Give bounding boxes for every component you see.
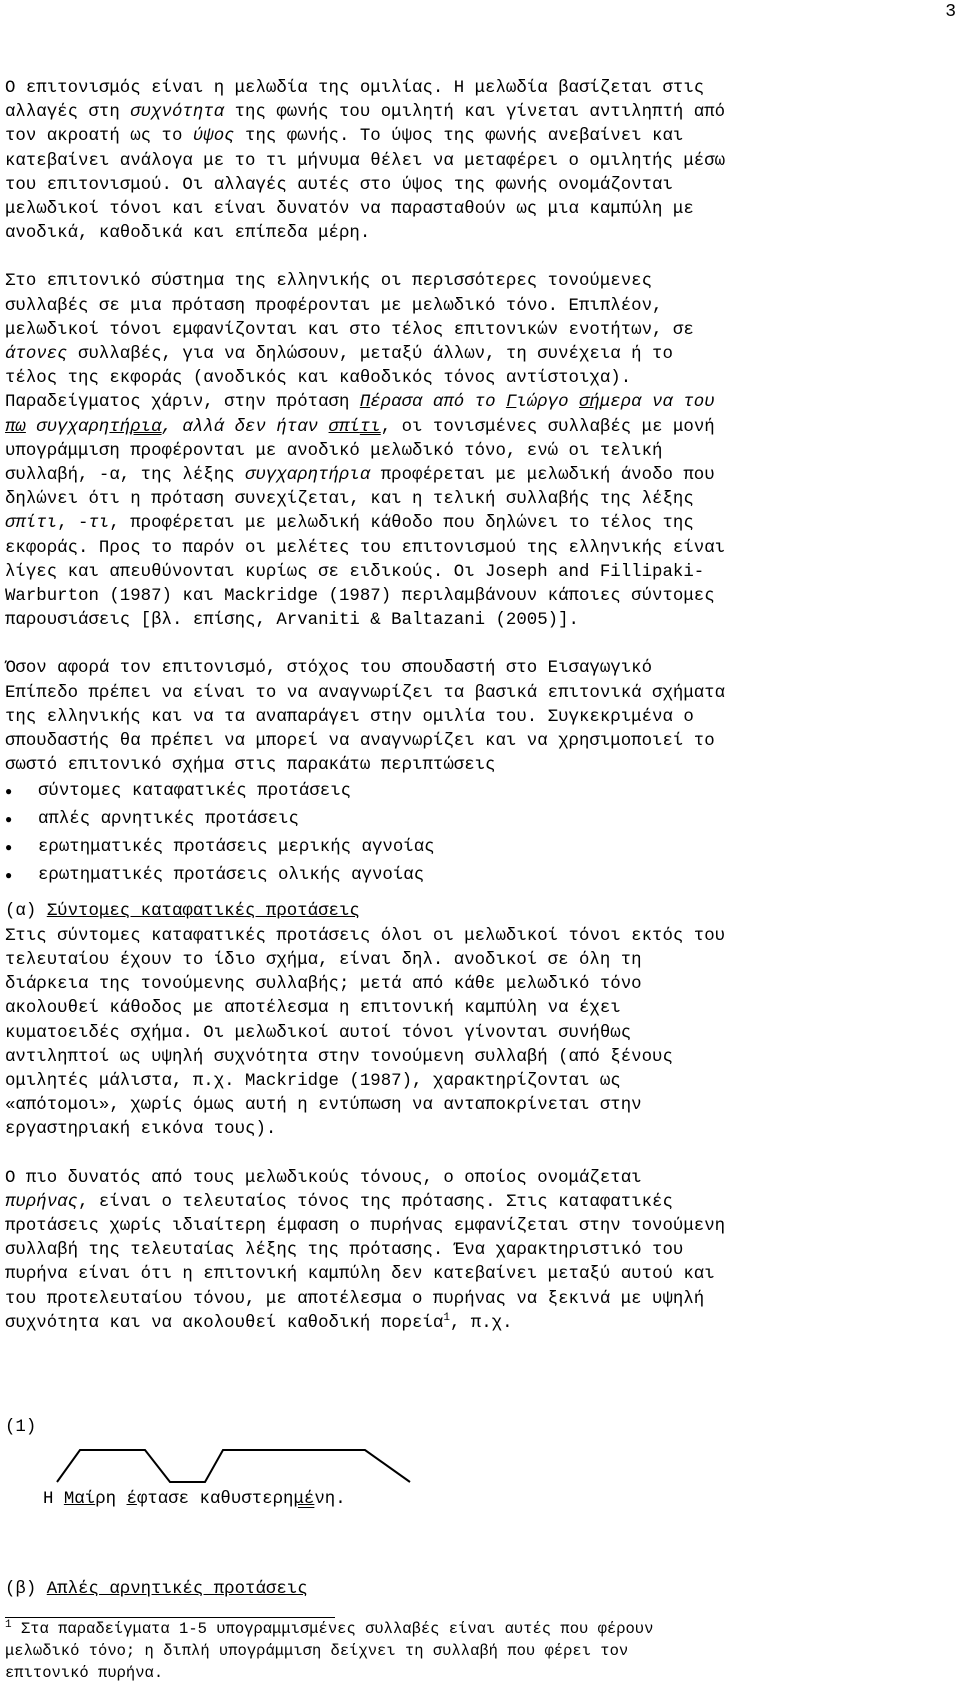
text-line: ανοδικά, καθοδικά και επίπεδα μέρη. [5,224,371,244]
text-line: συλλαβές σε μια πρόταση προφέρονται με μελωδικό τόνο. Επιπλέον, [5,296,663,316]
text-line: συλλαβή της τελευταίας λέξης της πρότασης. Ένα χαρακτηριστικό του [5,1241,684,1261]
bullet-list [5,778,955,890]
footnote-line: μελωδικό τόνο; η διπλή υπογράμμιση δείχνει τη συλλαβή που φέρει τον [5,1642,629,1660]
section-heading-b [5,1580,308,1599]
emphasis-text: ύψος [192,127,235,147]
section-marker: (α) [5,902,47,922]
text-line: τέλος της εκφοράς (ανοδικός και καθοδικός τόνος αντίστοιχα). [5,369,632,389]
text-line: ακολουθεί κάθοδος με αποτέλεσμα η επιτονική καμπύλη να έχει [5,999,621,1019]
footnote-reference: 1 [443,1311,450,1324]
example-1 [5,1418,505,1538]
list-item: ● σύντομες καταφατικές προτάσεις [5,778,955,806]
text-line: λίγες και απευθύνονται κυρίως σε ειδικούς. Οι Joseph and Fillipaki- [5,562,705,582]
text-line: σπίτι, -τι, προφέρεται με μελωδική κάθοδο που δηλώνει το τέλος της [5,514,694,534]
example-sentence: Η Μαίρη έφτασε καθυστερημένη. [43,1490,346,1509]
text-line: εκφοράς. Προς το παρόν οι μελέτες του επιτονισμού της ελληνικής είναι [5,538,726,558]
text-line: κυματοειδές σχήμα. Οι μελωδικοί αυτοί τόνοι γίνονται συνήθως [5,1023,632,1043]
emphasis-text: πυρήνας [5,1192,79,1212]
emphasis-text: συγχαρη [25,417,110,437]
section-marker: (β) [5,1580,47,1599]
text-line: Όσον αφορά τον επιτονισμό, στόχος του σπουδαστή στο Εισαγωγικό [5,659,653,679]
text-line: του προτελευταίου τόνου, με αποτέλεσμα ο πυρήνας να ξεκινά με υψηλή [5,1289,705,1309]
text-line: ομιλητές μάλιστα, π.χ. Mackridge (1987), χαρακτηρίζονται ως [5,1071,621,1091]
text-line: αντιληπτοί ως υψηλή συχνότητα στην τονούμενη συλλαβή (από ξένους [5,1047,673,1067]
emphasis-text: άτονες [5,345,68,365]
text-line: «απότομοι», χωρίς όμως αυτή η εντύπωση να ανταποκρίνεται στην [5,1096,642,1116]
text-line: τον ακροατή ως το ύψος της φωνής. Το ύψος της φωνής ανεβαίνει και [5,127,684,147]
text-line: Στο επιτονικό σύστημα της ελληνικής οι περισσότερες τονούμενες [5,272,653,292]
text-line: υπογράμμιση προφέρονται με ανοδικό μελωδικό τόνο, ενώ οι τελική [5,441,663,461]
emphasis-text: συχνότητα [130,103,225,123]
text-line: Στις σύντομες καταφατικές προτάσεις όλοι οι μελωδικοί τόνοι εκτός του [5,926,726,946]
text-line: κατεβαίνει ανάλογα με το τι μήνυμα θέλει να μεταφέρει ο ομιλητής μέσω [5,151,726,171]
stressed-syllable: έ [126,1490,137,1509]
stressed-syllable: Μαί [63,1490,96,1509]
pitch-contour-diagram [55,1438,425,1488]
footnote-mark: 1 [5,1618,12,1631]
text-line: σωστό επιτονικό σχήμα στις παρακάτω περιπτώσεις [5,756,496,776]
emphasis-text: μερα να του [599,393,715,413]
text-line: συλλαβή, -α, της λέξης συγχαρητήρια προφέρεται με μελωδική άνοδο που [5,466,715,486]
text-line: μελωδικοί τόνοι εμφανίζονται και στο τέλος επιτονικών ενοτήτων, σε [5,320,694,340]
stressed-syllable: μέ [293,1490,315,1509]
text-line: προτάσεις χωρίς ιδιαίτερη έμφαση ο πυρήνας εμφανίζεται στην τονούμενη [5,1216,726,1236]
list-item: ● ερωτηματικές προτάσεις ολικής αγνοίας [5,862,955,890]
text-line: εργαστηριακή εικόνα τους). [5,1120,277,1140]
stressed-syllable: τι [359,417,381,437]
stressed-syllable: ρια [130,417,162,437]
paragraph-learner-goals [5,657,955,778]
text-line: πυρήνα είναι ότι η επιτονική καμπύλη δεν κατεβαίνει μεταξύ αυτού και [5,1265,715,1285]
stressed-syllable: τή [109,417,131,437]
text-line: διάρκεια της τονούμενης συλλαβής; μετά από κάθε μελωδικό τόνο [5,975,642,995]
stressed-syllable: σή [579,393,600,413]
text-line: άτονες συλλαβές, για να δηλώσουν, μεταξύ άλλων, τη συνέχεια ή το [5,345,673,365]
text-line: Ο επιτονισμός είναι η μελωδία της ομιλίας. Η μελωδία βασίζεται στις [5,79,705,98]
stressed-syllable: σπί [328,417,360,437]
text-line: πω συγχαρητήρια, αλλά δεν ήταν σπίτι, οι τονισμένες συλλαβές με μονή [5,417,715,437]
example-number: (1) [5,1418,37,1437]
text-line: της ελληνικής και να τα αναπαράγει στην ομιλία του. Συγκεκριμένα ο [5,707,694,727]
paragraph-nucleus [5,1167,955,1336]
text-line: αλλαγές στη συχνότητα της φωνής του ομιλητή και γίνεται αντιληπτή από [5,103,726,123]
text-line: Επίπεδο πρέπει να είναι το να αναγνωρίζει τα βασικά επιτονικά σχήματα [5,683,726,703]
text-line: δηλώνει ότι η πρόταση συνεχίζεται, και η τελική συλλαβής της λέξης [5,490,694,510]
list-item: ● απλές αρνητικές προτάσεις [5,806,955,834]
text-line: σπουδαστής θα πρέπει να μπορεί να αναγνωρίζει και να χρησιμοποιεί το [5,732,715,752]
text-line: του επιτονισμού. Οι αλλαγές αυτές στο ύψος της φωνής ονομάζονται [5,175,673,195]
text-line: πυρήνας, είναι ο τελευταίος τόνος της πρότασης. Στις καταφατικές [5,1192,673,1212]
emphasis-text: συγχαρητήρια [245,466,371,486]
text-line: τελευταίου έχουν το ίδιο σχήμα, είναι δηλ. ανοδικοί σε όλη τη [5,950,642,970]
text-line: συχνότητα και να ακολουθεί καθοδική πορεία$^1$, π.χ. [5,1311,513,1333]
paragraph-affirmative-statements [5,925,955,1143]
text-line: Warburton (1987) και Mackridge (1987) περιλαμβάνουν κάποιες σύντομες [5,587,715,607]
list-item: ● ερωτηματικές προτάσεις μερικής αγνοίας [5,834,955,862]
section-heading-a [5,900,955,924]
emphasis-text: έρασα από το [370,393,506,413]
stressed-syllable: Γ [505,393,517,413]
text-line: Ο πιο δυνατός από τους μελωδικούς τόνους, ο οποίος ονομάζεται [5,1168,642,1188]
emphasis-text: , αλλά δεν ήταν [161,417,329,437]
page-number: 3 [945,2,956,22]
text-line: παρουσιάσεις [βλ. επίσης, Arvaniti & Baltazani (2005)]. [5,611,579,631]
stressed-syllable: Π [359,393,371,413]
footnote-line: Στα παραδείγματα 1-5 υπογραμμισμένες συλλαβές είναι αυτές που φέρουν [11,1620,654,1638]
emphasis-text: ιώργο [516,393,579,413]
document-body [5,77,955,1336]
section-title: Σύντομες καταφατικές προτάσεις [46,902,360,922]
text-line: μελωδικοί τόνοι και είναι δυνατόν να παρασταθούν ως μια καμπύλη με [5,200,694,220]
paragraph-intonation-definition [5,77,955,246]
text-line: Παραδείγματος χάριν, στην πρόταση Πέρασα από το Γιώργο σήμερα να του [5,393,715,413]
footnote-line: επιτονικό πυρήνα. [5,1664,164,1682]
stressed-syllable: πω [5,417,26,437]
paragraph-greek-intonation-system [5,270,955,633]
pitch-contour-line [57,1450,410,1482]
section-title: Απλές αρνητικές προτάσεις [46,1580,308,1599]
emphasis-text: τι [88,514,110,534]
footnote [5,1618,653,1684]
emphasis-text: σπίτι [5,514,58,534]
